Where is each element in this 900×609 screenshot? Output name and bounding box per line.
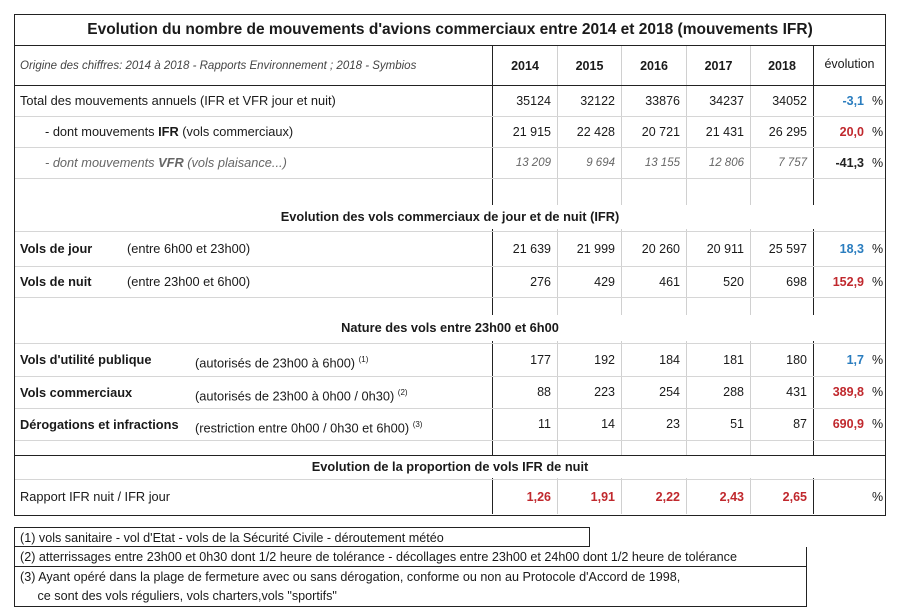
row-label: Total des mouvements annuels (IFR et VFR jour et nuit) [20, 93, 336, 108]
value-cell: 34052 [772, 94, 807, 108]
evolution-value: 389,8 [832, 385, 864, 399]
label-note: (entre 6h00 et 23h00) [127, 241, 251, 256]
percent-sign: % [872, 385, 884, 399]
percent-sign: % [872, 156, 884, 170]
section-heading-day-night: Evolution des vols commerciaux de jour et de nuit (IFR) [15, 205, 885, 229]
value-cell: 20 721 [641, 125, 680, 139]
label-bold: IFR [158, 124, 179, 139]
percent-sign: % [872, 490, 884, 504]
table-row-jour [15, 232, 885, 266]
footnote-3-line-1: (3) Ayant opéré dans la plage de fermeture avec ou sans dérogation, conforme ou non au Protocole d'Accord de 1998, [20, 570, 681, 584]
value-cell: 429 [594, 275, 615, 289]
evolution-header: évolution [824, 57, 875, 71]
row-divider [15, 297, 885, 298]
row-divider [15, 440, 885, 441]
label-bold: Dérogations et infractions [20, 417, 179, 432]
row-label [15, 377, 492, 408]
value-cell: 51 [730, 417, 744, 431]
percent-sign: % [872, 125, 884, 139]
percent-sign: % [872, 242, 884, 256]
value-cell: 88 [537, 385, 551, 399]
value-cell: 35124 [516, 94, 551, 108]
section-heading-proportion: Evolution de la proportion de vols IFR de nuit [15, 456, 885, 478]
statistics-table [14, 14, 886, 516]
label-text: - dont mouvements [45, 155, 159, 170]
label-text: (vols commerciaux) [178, 124, 294, 139]
value-cell: 32122 [580, 94, 615, 108]
value-cell: 20 260 [641, 242, 680, 256]
row-label [15, 148, 492, 178]
evolution-value: 18,3 [839, 242, 864, 256]
note-text: (autorisés de 23h00 à 6h00) [195, 355, 356, 371]
value-cell: 21 999 [576, 242, 615, 256]
value-cell: 21 639 [512, 242, 551, 256]
value-cell: 276 [530, 275, 551, 289]
label-note [195, 377, 408, 411]
value-cell: 254 [659, 385, 680, 399]
year-2018: 2018 [768, 59, 796, 73]
footnote-3 [14, 567, 807, 607]
value-cell: 461 [659, 275, 680, 289]
label-note: (entre 23h00 et 6h00) [127, 274, 251, 289]
percent-sign: % [872, 417, 884, 431]
value-cell: 23 [666, 417, 680, 431]
table-title: Evolution du nombre de mouvements d'avions commerciaux entre 2014 et 2018 (mouvements IFR) [15, 15, 885, 46]
percent-sign: % [872, 94, 884, 108]
label-note [195, 409, 422, 443]
value-cell: 11 [538, 417, 551, 431]
value-cell: 698 [786, 275, 807, 289]
value-cell: 21 431 [705, 125, 744, 139]
value-cell: 181 [723, 353, 744, 367]
value-cell: 223 [594, 385, 615, 399]
evolution-value: -41,3 [835, 156, 864, 170]
year-2015: 2015 [575, 59, 604, 73]
value-cell: 2,43 [719, 490, 744, 504]
value-cell: 184 [659, 353, 680, 367]
value-cell: 180 [786, 353, 807, 367]
table-row-vfr [15, 148, 885, 178]
evolution-value: 20,0 [839, 125, 864, 139]
label-bold: VFR [158, 155, 184, 170]
row-label [15, 232, 492, 266]
value-cell: 13 155 [644, 157, 680, 169]
footnote-3-line-2: ce sont des vols réguliers, vols charters,vols "sportifs" [20, 589, 337, 603]
value-cell: 177 [530, 353, 551, 367]
percent-sign: % [872, 275, 884, 289]
footnote-1: (1) vols sanitaire - vol d'Etat - vols de la Sécurité Civile - déroutement météo [14, 527, 590, 547]
section-heading-nature: Nature des vols entre 23h00 et 6h00 [15, 315, 885, 341]
table-row-total [15, 86, 885, 116]
value-cell: 20 911 [706, 242, 744, 256]
value-cell: 26 295 [768, 125, 807, 139]
table-row-derogations [15, 409, 885, 440]
row-label: Rapport IFR nuit / IFR jour [20, 489, 171, 504]
value-cell: 520 [723, 275, 744, 289]
label-bold: Vols d'utilité publique [20, 352, 152, 367]
table-row-ifr [15, 117, 885, 147]
footnote-ref: (1) [358, 355, 369, 364]
table-row-nuit [15, 267, 885, 297]
table-row-utilite [15, 344, 885, 376]
evolution-value: 690,9 [832, 417, 864, 431]
value-cell: 13 209 [515, 157, 551, 169]
value-cell: 21 915 [512, 125, 551, 139]
source-note: Origine des chiffres: 2014 à 2018 - Rapports Environnement ; 2018 - Symbios [20, 60, 417, 72]
value-cell: 22 428 [576, 125, 615, 139]
value-cell: 9 694 [586, 157, 615, 169]
note-text: (restriction entre 0h00 / 0h30 et 6h00) [195, 420, 410, 436]
label-bold: Vols commerciaux [20, 385, 133, 400]
table-row-commerciaux [15, 377, 885, 408]
value-cell: 288 [723, 385, 744, 399]
year-2014: 2014 [511, 59, 539, 73]
year-2017: 2017 [704, 59, 733, 73]
value-cell: 1,26 [526, 490, 551, 504]
row-label [15, 344, 492, 376]
value-cell: 2,65 [782, 490, 807, 504]
value-cell: 34237 [709, 94, 744, 108]
header-row [15, 46, 885, 82]
note-text: (autorisés de 23h00 à 0h00 / 0h30) [195, 388, 395, 404]
value-cell: 14 [601, 417, 615, 431]
row-label [15, 267, 492, 297]
row-divider [15, 178, 885, 179]
row-label [15, 117, 492, 147]
label-text: - dont mouvements [45, 124, 159, 139]
footnote-ref: (2) [397, 388, 408, 397]
footnote-2: (2) atterrissages entre 23h00 et 0h30 dont 1/2 heure de tolérance - décollages entre 23h00 et 24h00 dont 1/2 heure de tolérance [14, 547, 807, 567]
label-text: (vols plaisance...) [183, 155, 287, 170]
evolution-value: 152,9 [832, 275, 864, 289]
label-note [195, 344, 368, 379]
value-cell: 33876 [645, 94, 680, 108]
value-cell: 25 597 [768, 242, 807, 256]
row-label [15, 409, 492, 440]
value-cell: 192 [594, 353, 615, 367]
table-row-rapport [15, 480, 885, 514]
value-cell: 2,22 [655, 490, 680, 504]
footnote-ref: (3) [412, 420, 423, 429]
value-cell: 7 757 [778, 157, 807, 169]
evolution-value: -3,1 [842, 94, 864, 108]
label-bold: Vols de nuit [20, 274, 92, 289]
evolution-value: 1,7 [846, 353, 864, 367]
value-cell: 87 [793, 417, 807, 431]
value-cell: 431 [786, 385, 807, 399]
value-cell: 12 806 [708, 157, 744, 169]
percent-sign: % [872, 353, 884, 367]
year-2016: 2016 [640, 59, 668, 73]
label-bold: Vols de jour [20, 241, 93, 256]
value-cell: 1,91 [590, 490, 615, 504]
